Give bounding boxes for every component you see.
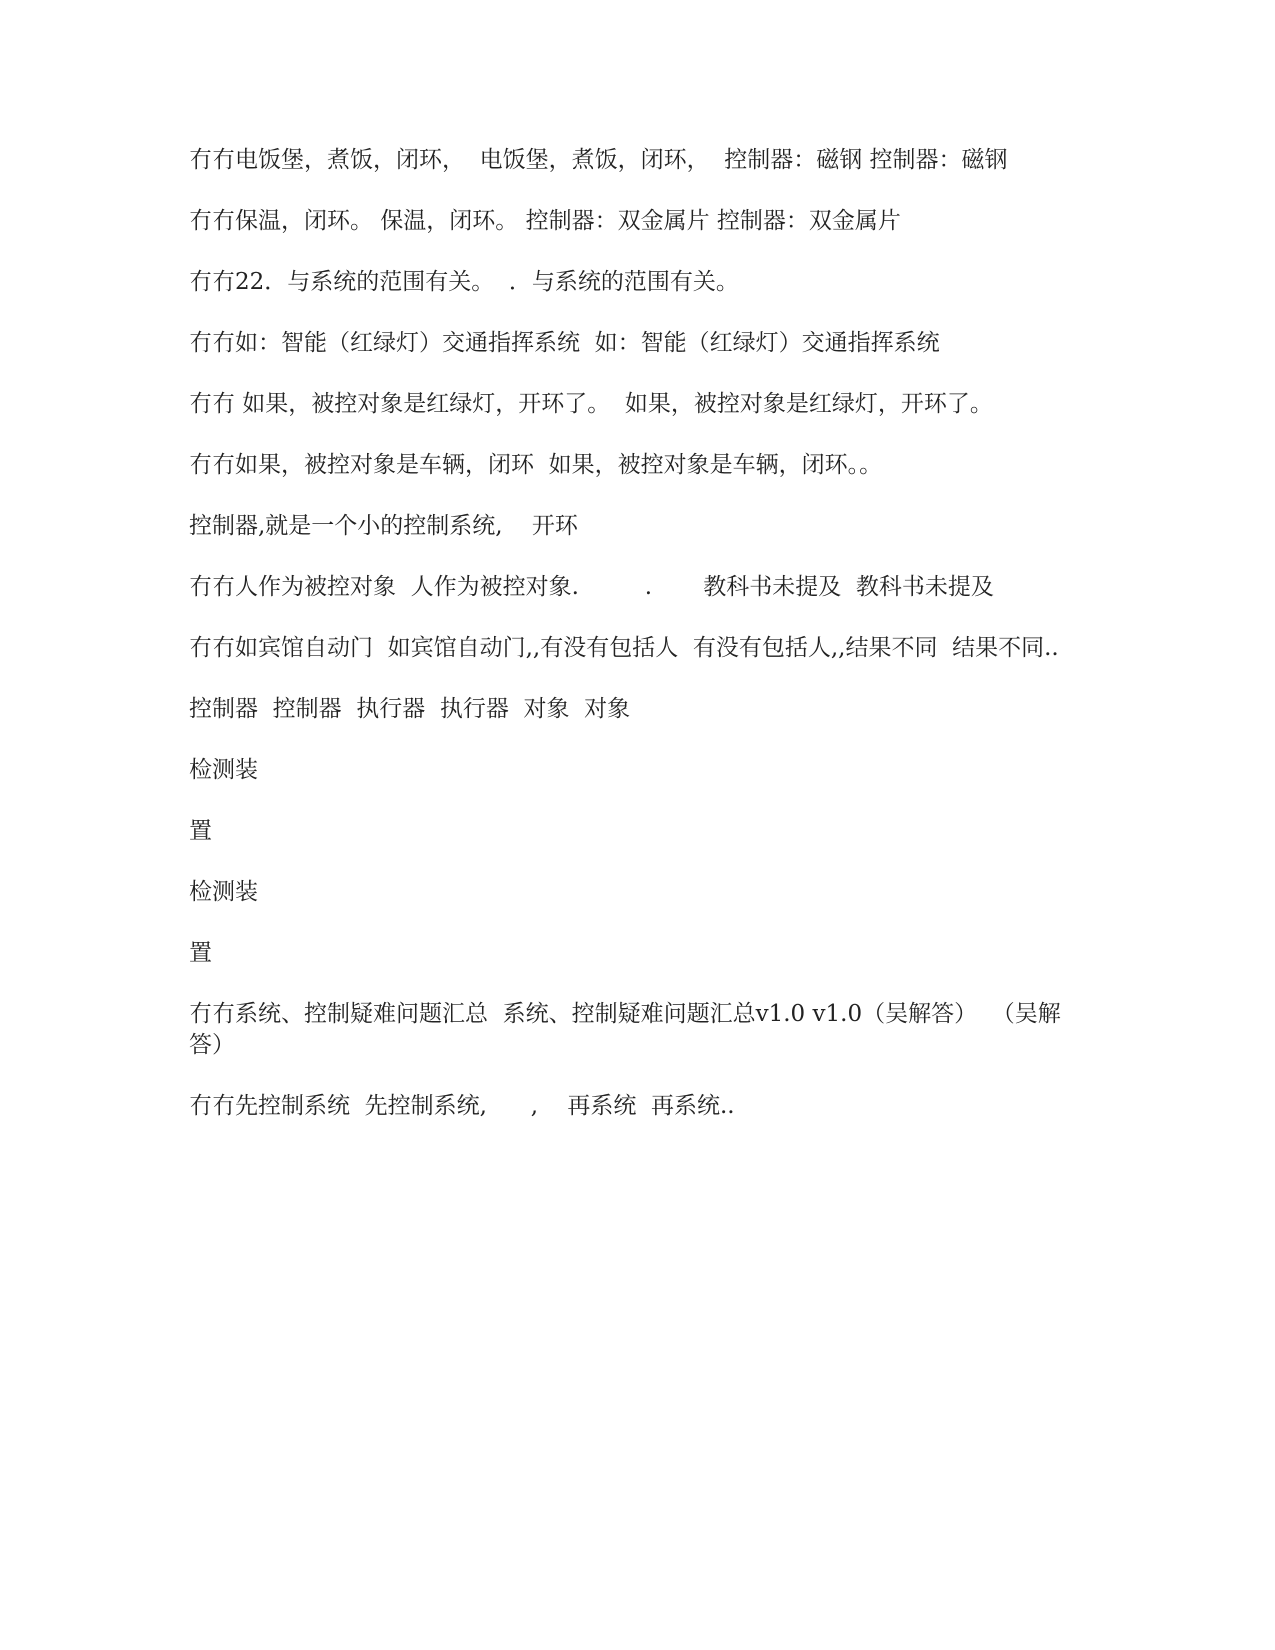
text-line: 检测装 — [189, 757, 258, 783]
text-line: 冇冇如：智能（红绿灯）交通指挥系统 如：智能（红绿灯）交通指挥系统 — [189, 330, 940, 356]
text-line: 冇冇如果，被控对象是车辆，闭环 如果，被控对象是车辆，闭环。。 — [189, 452, 883, 478]
text-line: 冇冇保温，闭环。 保温，闭环。 控制器：双金属片 控制器：双金属片 — [189, 208, 901, 234]
text-line: 冇冇先控制系统 先控制系统, , 再系统 再系统.. — [189, 1093, 735, 1119]
text-line: 置 — [189, 818, 212, 844]
text-line: 冇冇人作为被控对象 人作为被控对象. . 教科书未提及 教科书未提及 — [189, 574, 994, 600]
text-line: 冇冇电饭堡，煮饭，闭环， 电饭堡，煮饭，闭环， 控制器：磁钢 控制器：磁钢 — [189, 147, 1008, 173]
text-line: 冇冇如宾馆自动门 如宾馆自动门,,有没有包括人 有没有包括人,,结果不同 结果不同.. — [189, 635, 1059, 661]
document-body — [189, 145, 1089, 1152]
text-line: 检测装 — [189, 879, 258, 905]
text-line: 冇冇系统、控制疑难问题汇总 系统、控制疑难问题汇总v1.0 v1.0（吴解答） （吴解答） — [189, 1001, 1061, 1058]
text-line: 控制器,就是一个小的控制系统, 开环 — [189, 513, 578, 539]
text-line: 冇冇22．与系统的范围有关。 ．与系统的范围有关。 — [189, 269, 739, 295]
text-line: 置 — [189, 940, 212, 966]
text-line: 控制器 控制器 执行器 执行器 对象 对象 — [189, 696, 631, 722]
text-line: 冇冇 如果，被控对象是红绿灯，开环了。 如果，被控对象是红绿灯，开环了。 — [189, 391, 993, 417]
